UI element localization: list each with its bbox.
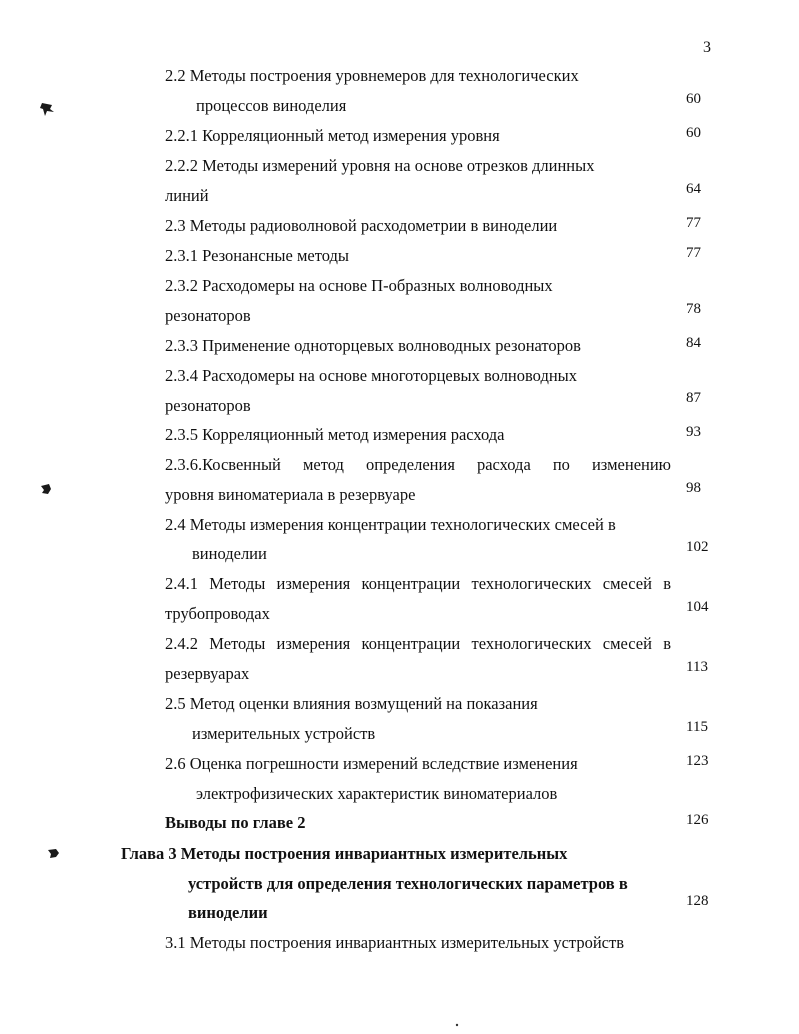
toc-entry-2-3-page: 77: [686, 215, 701, 231]
toc-entry-2-4-line-2: виноделии: [192, 544, 267, 563]
toc-entry-2-4-1-line-2: трубопроводах: [165, 604, 270, 623]
toc-entry-2-3-3-page: 84: [686, 335, 701, 351]
toc-entry-2-2-line-2: процессов виноделия: [196, 96, 347, 115]
toc-entry-2-5-line-1: 2.5 Метод оценки влияния возмущений на показания: [165, 694, 538, 713]
toc-entry-chapter-3-page: 128: [686, 893, 709, 909]
scan-blot-mark: [38, 482, 54, 498]
toc-entry-2-6-line-2: электрофизических характеристик виноматериалов: [196, 784, 558, 803]
toc-entry-2-4-line-1: 2.4 Методы измерения концентрации технологических смесей в: [165, 515, 616, 534]
toc-entry-2-2-page: 60: [686, 91, 701, 107]
toc-entry-2-3-1-page: 77: [686, 245, 701, 261]
toc-entry-2-3-4-line-2: резонаторов: [165, 396, 251, 415]
toc-entry-chapter-2-conclusions: Выводы по главе 2: [165, 813, 306, 832]
toc-entry-chapter-2-conclusions-page: 126: [686, 812, 709, 828]
toc-entry-2-4-2-line-1: 2.4.2 Методы измерения концентрации технологических смесей в: [165, 634, 671, 653]
toc-entry-2-4-page: 102: [686, 539, 709, 555]
toc-entry-2-2-2-page: 64: [686, 181, 701, 197]
toc-entry-2-3-3-line-1: 2.3.3 Применение одноторцевых волноводных резонаторов: [165, 336, 581, 355]
toc-entry-2-3-2-page: 78: [686, 301, 701, 317]
toc-entry-2-3-6-line-2: уровня виноматериала в резервуаре: [165, 485, 416, 504]
page-number: 3: [703, 39, 711, 56]
toc-entry-2-3-1-line-1: 2.3.1 Резонансные методы: [165, 246, 349, 265]
toc-entry-2-5-page: 115: [686, 719, 708, 735]
toc-entry-2-4-2-page: 113: [686, 659, 708, 675]
toc-entry-2-3-line-1: 2.3 Методы радиоволновой расходометрии в виноделии: [165, 216, 558, 235]
toc-entry-2-3-5-line-1: 2.3.5 Корреляционный метод измерения расхода: [165, 425, 505, 444]
toc-entry-2-2-1-page: 60: [686, 125, 701, 141]
toc-entry-2-6-line-1: 2.6 Оценка погрешности измерений вследствие изменения: [165, 754, 578, 773]
scan-blot-mark: [38, 100, 58, 120]
toc-entry-2-3-6-page: 98: [686, 480, 701, 496]
toc-entry-2-2-2-line-2: линий: [165, 186, 209, 205]
toc-entry-2-4-1-page: 104: [686, 599, 709, 615]
toc-entry-chapter-3-line-1: Глава 3 Методы построения инвариантных измерительных: [121, 844, 568, 863]
toc-entry-2-3-2-line-2: резонаторов: [165, 306, 251, 325]
toc-entry-2-4-2-line-2: резервуарах: [165, 664, 250, 683]
toc-entry-2-6-page: 123: [686, 753, 709, 769]
toc-entry-2-4-1-line-1: 2.4.1 Методы измерения концентрации технологических смесей в: [165, 574, 671, 593]
toc-entry-2-2-line-1: 2.2 Методы построения уровнемеров для технологических: [165, 66, 579, 85]
toc-entry-2-3-5-page: 93: [686, 424, 701, 440]
toc-entry-2-3-4-page: 87: [686, 390, 701, 406]
scan-dot-mark: [455, 1023, 459, 1027]
toc-entry-2-5-line-2: измерительных устройств: [192, 724, 376, 743]
toc-entry-chapter-3-line-2: устройств для определения технологических параметров в: [188, 874, 628, 893]
toc-entry-2-3-4-line-1: 2.3.4 Расходомеры на основе многоторцевых волноводных: [165, 366, 578, 385]
toc-entry-3-1-line-1: 3.1 Методы построения инвариантных измерительных устройств: [165, 933, 625, 952]
scan-blot-mark: [46, 846, 62, 862]
toc-entry-2-2-1-line-1: 2.2.1 Корреляционный метод измерения уровня: [165, 126, 500, 145]
toc-entry-chapter-3-line-3: виноделии: [188, 903, 268, 922]
toc-entry-2-3-2-line-1: 2.3.2 Расходомеры на основе П-образных волноводных: [165, 276, 553, 295]
toc-entry-2-2-2-line-1: 2.2.2 Методы измерений уровня на основе отрезков длинных: [165, 156, 595, 175]
toc-entry-2-3-6-line-1: 2.3.6.Косвенный метод определения расхода по изменению: [165, 455, 671, 474]
